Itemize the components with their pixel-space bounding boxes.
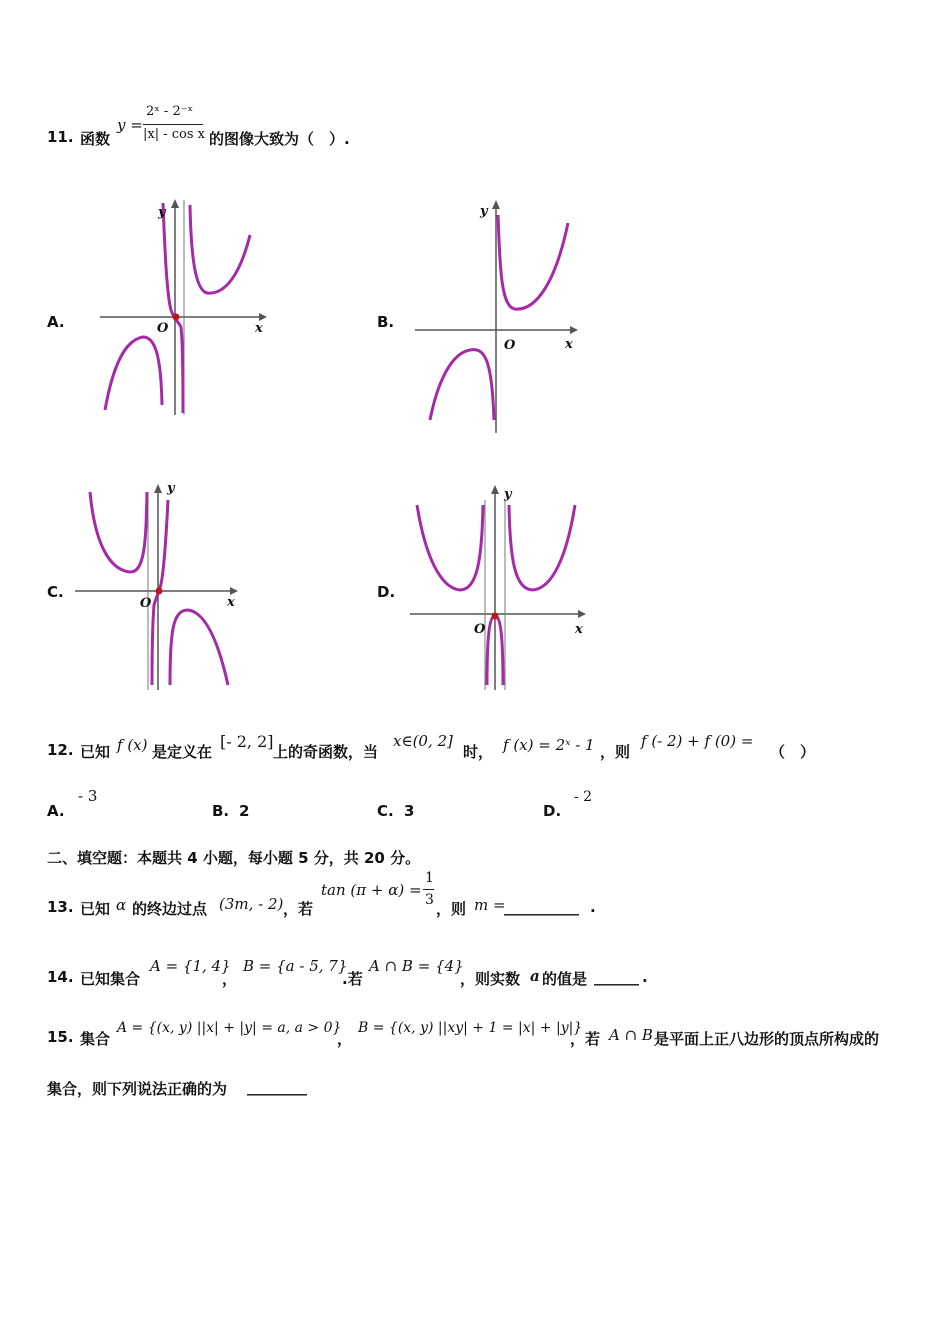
q12-option-c-label[interactable]: C. [377, 802, 394, 820]
q15-text-4: 是平面上正八边形的顶点所构成的 [654, 1030, 880, 1048]
q13-text-2: 的终边过点 [132, 900, 208, 918]
q11-graph-a[interactable] [95, 195, 275, 420]
q13-math-m: m = [474, 896, 506, 914]
q11-formula-numerator: 2ˣ - 2⁻ˣ [146, 104, 194, 119]
q13-math-point: (3m, - 2) [219, 895, 284, 913]
q13-math-tan: tan (π + α) = [321, 881, 422, 899]
q12-math-fx: f (x) [117, 736, 148, 754]
origin-dot [173, 314, 180, 321]
q12-math-def: f (x) = 2ˣ - 1 [503, 736, 595, 754]
y-axis-arrow-icon [154, 484, 162, 493]
q14-end: . [642, 968, 648, 986]
q11-formula-lhs: y = [117, 116, 143, 134]
q12-text-2: 是定义在 [152, 743, 213, 761]
x-axis-arrow-icon [259, 313, 267, 321]
curve-center [163, 203, 183, 413]
q13-answer-blank[interactable]: __________ [504, 898, 579, 916]
y-axis-arrow-icon [171, 199, 179, 208]
q14-math-intersection: A ∩ B = {4} [369, 957, 464, 975]
q15-number: 15. [47, 1028, 74, 1046]
q11-graph-c[interactable] [70, 480, 250, 695]
q12-option-d-value: - 2 [574, 789, 593, 805]
q15-math-set-b: B = {(x, y) ||xy| + 1 = |x| + |y|} [358, 1020, 583, 1036]
q11-option-d-label[interactable]: D. [377, 583, 396, 601]
q11-graph-b[interactable] [410, 195, 590, 435]
q12-math-interval: [- 2, 2] [220, 732, 274, 751]
x-label: x [255, 321, 263, 336]
q14-text-5: 的值是 [542, 970, 588, 988]
q14-math-set-b: B = {a - 5, 7} [243, 957, 348, 975]
curve-left [430, 350, 494, 420]
x-axis-arrow-icon [578, 610, 586, 618]
origin-label: O [157, 321, 169, 336]
x-label: x [565, 337, 573, 352]
section-2-heading: 二、填空题：本题共 4 小题，每小题 5 分，共 20 分。 [47, 849, 421, 867]
q14-text-3: .若 [342, 970, 363, 988]
q12-text-1: 已知 [80, 743, 111, 761]
q14-text-2: ， [222, 970, 238, 988]
q12-math-domain: x∈(0, 2] [393, 732, 453, 750]
q13-text-3: ，若 [283, 900, 314, 918]
q14-answer-blank[interactable]: ______ [594, 968, 639, 986]
q14-text-1: 已知集合 [80, 970, 141, 988]
q11-option-c-label[interactable]: C. [47, 583, 64, 601]
q15-math-intersection: A ∩ B [609, 1026, 653, 1044]
q15-text-1: 集合 [80, 1030, 111, 1048]
y-axis-arrow-icon [491, 485, 499, 494]
q12-option-a-label[interactable]: A. [47, 802, 65, 820]
q13-text-1: 已知 [80, 900, 111, 918]
origin-label: O [504, 338, 516, 353]
origin-label: O [140, 596, 152, 611]
q13-frac-denominator: 3 [425, 892, 434, 908]
q15-answer-blank[interactable]: ________ [247, 1078, 307, 1096]
origin-dot [492, 613, 499, 620]
q11-prefix: 函数 [80, 130, 111, 148]
q11-fraction-bar [143, 124, 203, 125]
q13-text-4: ，则 [436, 900, 467, 918]
x-label: x [227, 595, 235, 610]
curve-left [90, 492, 147, 572]
q15-text-3: ，若 [570, 1030, 601, 1048]
q11-graph-d[interactable] [405, 480, 595, 695]
q14-text-4: ，则实数 [460, 970, 521, 988]
origin-label: O [474, 622, 486, 637]
q12-parens: （ ） [770, 743, 816, 761]
curve-right [190, 205, 250, 293]
curve-left [105, 337, 162, 410]
y-label: y [504, 487, 512, 502]
q12-number: 12. [47, 741, 74, 759]
q12-text-5: ，则 [600, 743, 631, 761]
y-label: y [167, 481, 175, 496]
q12-option-d-label[interactable]: D. [543, 802, 562, 820]
x-axis-arrow-icon [230, 587, 238, 595]
q14-math-set-a: A = {1, 4} [150, 957, 231, 975]
curve-right [509, 505, 575, 590]
q12-option-b-value: 2 [239, 802, 250, 820]
curve-right [170, 610, 228, 685]
x-axis-arrow-icon [570, 326, 578, 334]
q11-number: 11. [47, 128, 74, 146]
origin-dot [156, 588, 163, 595]
q14-math-a: a [530, 967, 540, 985]
y-label: y [480, 204, 488, 219]
q15-text-2: ， [337, 1030, 353, 1048]
q11-formula-denominator: |x| - cos x [143, 127, 205, 142]
q13-number: 13. [47, 898, 74, 916]
q15-math-set-a: A = {(x, y) ||x| + |y| = a, a > 0} [117, 1020, 342, 1036]
q14-number: 14. [47, 968, 74, 986]
q13-fraction-bar [423, 889, 434, 890]
q11-option-b-label[interactable]: B. [377, 313, 395, 331]
curve-left [417, 505, 483, 590]
curve-right [498, 215, 568, 309]
q12-option-c-value: 3 [404, 802, 415, 820]
q12-text-3: 上的奇函数，当 [273, 743, 379, 761]
q12-math-expression: f (- 2) + f (0) = [641, 732, 754, 750]
q13-frac-numerator: 1 [425, 870, 434, 886]
q11-option-a-label[interactable]: A. [47, 313, 65, 331]
y-label: y [158, 205, 166, 220]
q12-option-a-value: - 3 [78, 787, 98, 805]
q12-text-4: 时， [463, 743, 494, 761]
x-label: x [575, 622, 583, 637]
q11-suffix: 的图像大致为（ ）. [209, 130, 350, 148]
q15-line-2: 集合，则下列说法正确的为 [47, 1080, 228, 1098]
q13-end: . [590, 898, 596, 916]
y-axis-arrow-icon [492, 200, 500, 209]
q12-option-b-label[interactable]: B. [212, 802, 230, 820]
q13-math-alpha: α [116, 896, 127, 914]
